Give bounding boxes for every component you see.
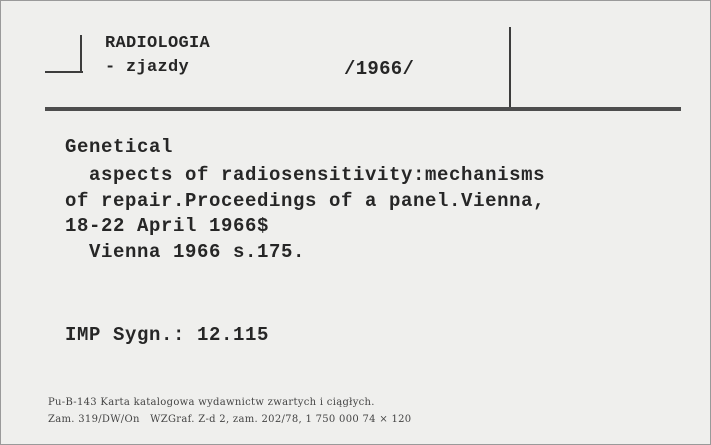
heading-tick-horizontal: [45, 71, 83, 73]
entry-line: Genetical: [65, 136, 174, 158]
entry-line: of repair.Proceedings of a panel.Vienna,: [65, 190, 546, 212]
header-separator: [509, 27, 511, 107]
entry-line: Vienna 1966 s.175.: [65, 241, 306, 263]
form-footer-line-1: Pu-B-143 Karta katalogowa wydawnictw zwartych i ciągłych.: [48, 397, 375, 408]
year-label: /1966/: [344, 58, 415, 80]
form-footer-line-2: Zam. 319/DW/On WZGraf. Z-d 2, zam. 202/78, 1 750 000 74 × 120: [48, 414, 412, 425]
header-rule: [45, 107, 681, 111]
call-number: IMP Sygn.: 12.115: [65, 324, 270, 346]
entry-line: 18-22 April 1966$: [65, 215, 270, 237]
subject-heading: RADIOLOGIA: [105, 34, 211, 53]
subject-subheading: - zjazdy: [105, 58, 190, 77]
heading-tick-vertical: [80, 35, 82, 73]
entry-line: aspects of radiosensitivity:mechanisms: [65, 164, 546, 186]
